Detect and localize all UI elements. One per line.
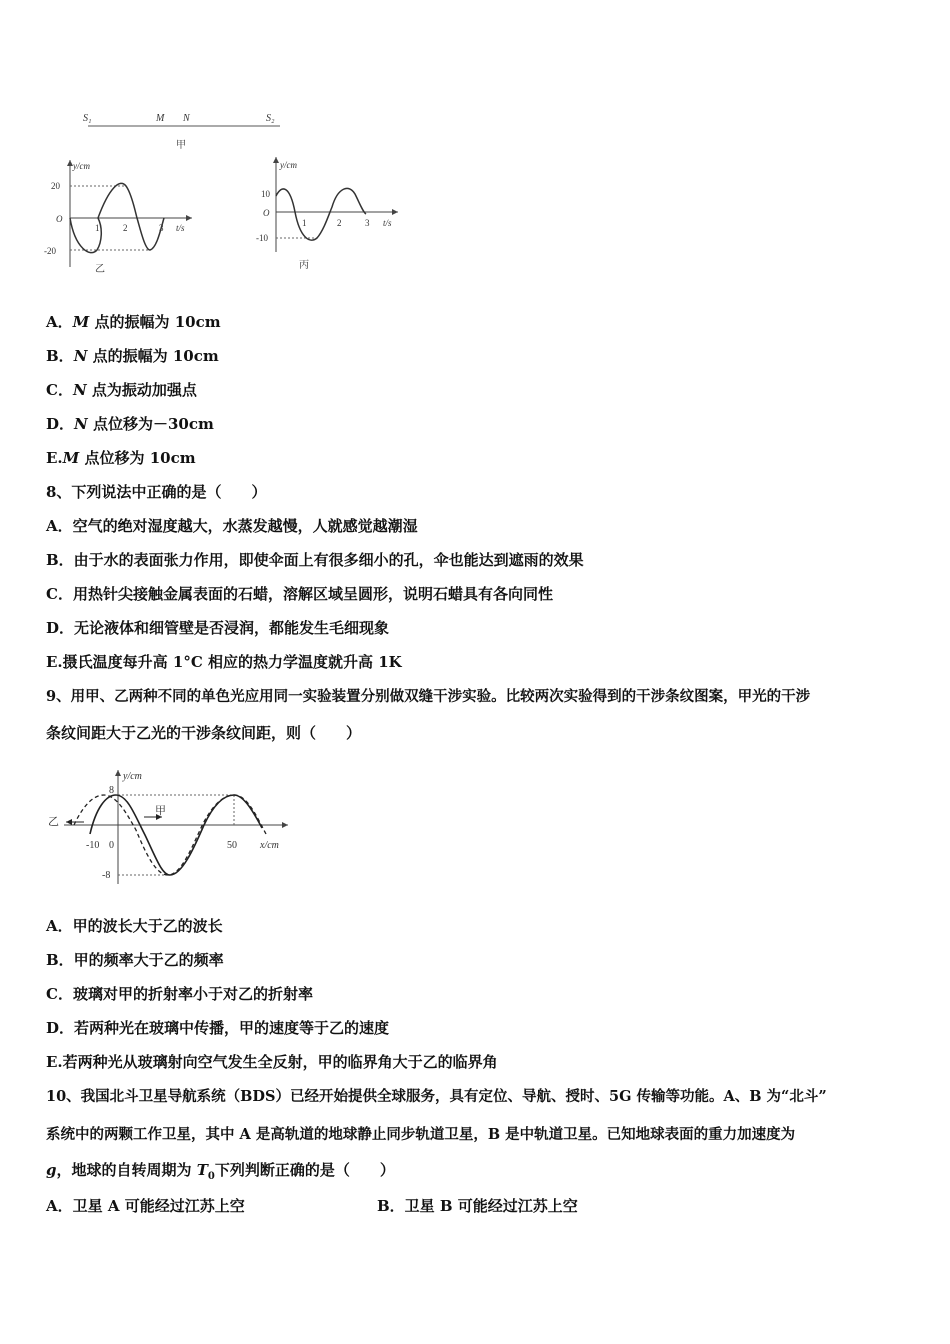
x-tick-1: 1 xyxy=(95,223,100,233)
figure-jia-line xyxy=(80,106,290,152)
y-tick-neg8: -8 xyxy=(102,870,111,881)
figure-yi-graph xyxy=(40,155,200,277)
x-label: t/s xyxy=(176,223,185,233)
q10-option-b: B．卫星 B 可能经过江苏上空 xyxy=(377,1197,578,1215)
label-n: N xyxy=(183,113,190,124)
origin: O xyxy=(263,208,270,218)
x-tick-2: 2 xyxy=(123,223,128,233)
y-axis-arrow xyxy=(115,770,121,776)
q9-option-c: C．玻璃对甲的折射率小于对乙的折射率 xyxy=(46,985,313,1003)
q8-stem: 8、下列说法中正确的是（ ） xyxy=(46,483,267,501)
y-tick-10: 10 xyxy=(261,189,270,199)
caption-jia: 甲 xyxy=(176,140,186,151)
wave-yi-dashed xyxy=(74,795,266,875)
x-tick-2: 2 xyxy=(337,218,342,228)
q9-stem-line2: 条纹间距大于乙光的干涉条纹间距，则（ ） xyxy=(46,724,362,742)
q8-option-c: C．用热针尖接触金属表面的石蜡，溶解区域呈圆形，说明石蜡具有各向同性 xyxy=(46,585,553,603)
label-m: M xyxy=(156,113,165,124)
x-axis-arrow xyxy=(186,215,192,221)
y-label: y/cm xyxy=(280,160,297,170)
q10-stem-line3: g，地球的自转周期为 $T_0$下列判断正确的是（ ） xyxy=(46,1161,395,1182)
y-tick-8: 8 xyxy=(109,785,114,796)
q9-option-d: D．若两种光在玻璃中传播，甲的速度等于乙的速度 xyxy=(46,1019,390,1037)
q7-option-c: C．N 点为振动加强点 xyxy=(46,381,197,399)
x-tick-neg10: -10 xyxy=(86,840,100,851)
x-tick-3: 3 xyxy=(365,218,370,228)
x-label: t/s xyxy=(383,218,392,228)
q10-option-a: A．卫星 A 可能经过江苏上空 xyxy=(46,1197,245,1215)
label-s1: S₁ xyxy=(83,113,92,124)
x-label: x/cm xyxy=(260,840,279,851)
y-axis-arrow xyxy=(273,157,279,163)
q9-option-e: E.若两种光从玻璃射向空气发生全反射，甲的临界角大于乙的临界角 xyxy=(46,1053,498,1071)
figure-wave-graph xyxy=(44,768,294,890)
x-axis-arrow xyxy=(282,822,288,828)
y-label: y/cm xyxy=(73,161,90,171)
q8-option-d: D．无论液体和细管壁是否浸润，都能发生毛细现象 xyxy=(46,619,390,637)
q10-stem-line2: 系统中的两颗工作卫星，其中 A 是高轨道的地球静止同步轨道卫星，B 是中轨道卫星。已知地球表面的重力加速度为 xyxy=(46,1126,796,1143)
wave-curve xyxy=(276,188,366,240)
q9-option-a: A．甲的波长大于乙的波长 xyxy=(46,917,223,935)
q7-option-d: D．N 点位移为－30cm xyxy=(46,415,214,433)
q7-option-e: E.M 点位移为 10cm xyxy=(46,449,196,467)
x-axis-arrow xyxy=(392,209,398,215)
q7-option-b: B．N 点的振幅为 10cm xyxy=(46,347,219,365)
arrow-yi-head xyxy=(66,819,72,825)
y-tick-20: 20 xyxy=(51,181,60,191)
y-tick-neg20: -20 xyxy=(44,246,56,256)
q8-option-a: A．空气的绝对湿度越大，水蒸发越慢，人就感觉越潮湿 xyxy=(46,517,418,535)
q7-option-a: A．M 点的振幅为 10cm xyxy=(46,313,221,331)
caption-bing: 丙 xyxy=(299,260,309,271)
label-yi: 乙 xyxy=(48,816,59,828)
y-label: y/cm xyxy=(123,771,142,782)
q9-stem-line1: 9、用甲、乙两种不同的单色光应用同一实验装置分别做双缝干涉实验。比较两次实验得到的干涉条纹图案，甲光的干涉 xyxy=(46,688,811,705)
x-tick-1: 1 xyxy=(302,218,307,228)
origin: O xyxy=(56,214,63,224)
wave-jia-solid xyxy=(90,795,262,875)
q9-option-b: B．甲的频率大于乙的频率 xyxy=(46,951,224,969)
x-tick-0: 0 xyxy=(109,840,114,851)
caption-yi: 乙 xyxy=(95,264,105,275)
q8-option-b: B．由于水的表面张力作用，即使伞面上有很多细小的孔，伞也能达到遮雨的效果 xyxy=(46,551,584,569)
label-s2: S₂ xyxy=(266,113,275,124)
q8-option-e: E.摄氏温度每升高 1°C 相应的热力学温度就升高 1K xyxy=(46,653,402,671)
figure-bing-graph xyxy=(254,152,404,274)
x-tick-50: 50 xyxy=(227,840,237,851)
q10-stem-line1: 10、我国北斗卫星导航系统（BDS）已经开始提供全球服务，具有定位、导航、授时、5G 传输等功能。A、B 为“北斗” xyxy=(46,1088,827,1105)
x-tick-3: 3 xyxy=(159,223,164,233)
y-tick-neg10: -10 xyxy=(256,233,268,243)
label-jia: 甲 xyxy=(155,805,166,817)
